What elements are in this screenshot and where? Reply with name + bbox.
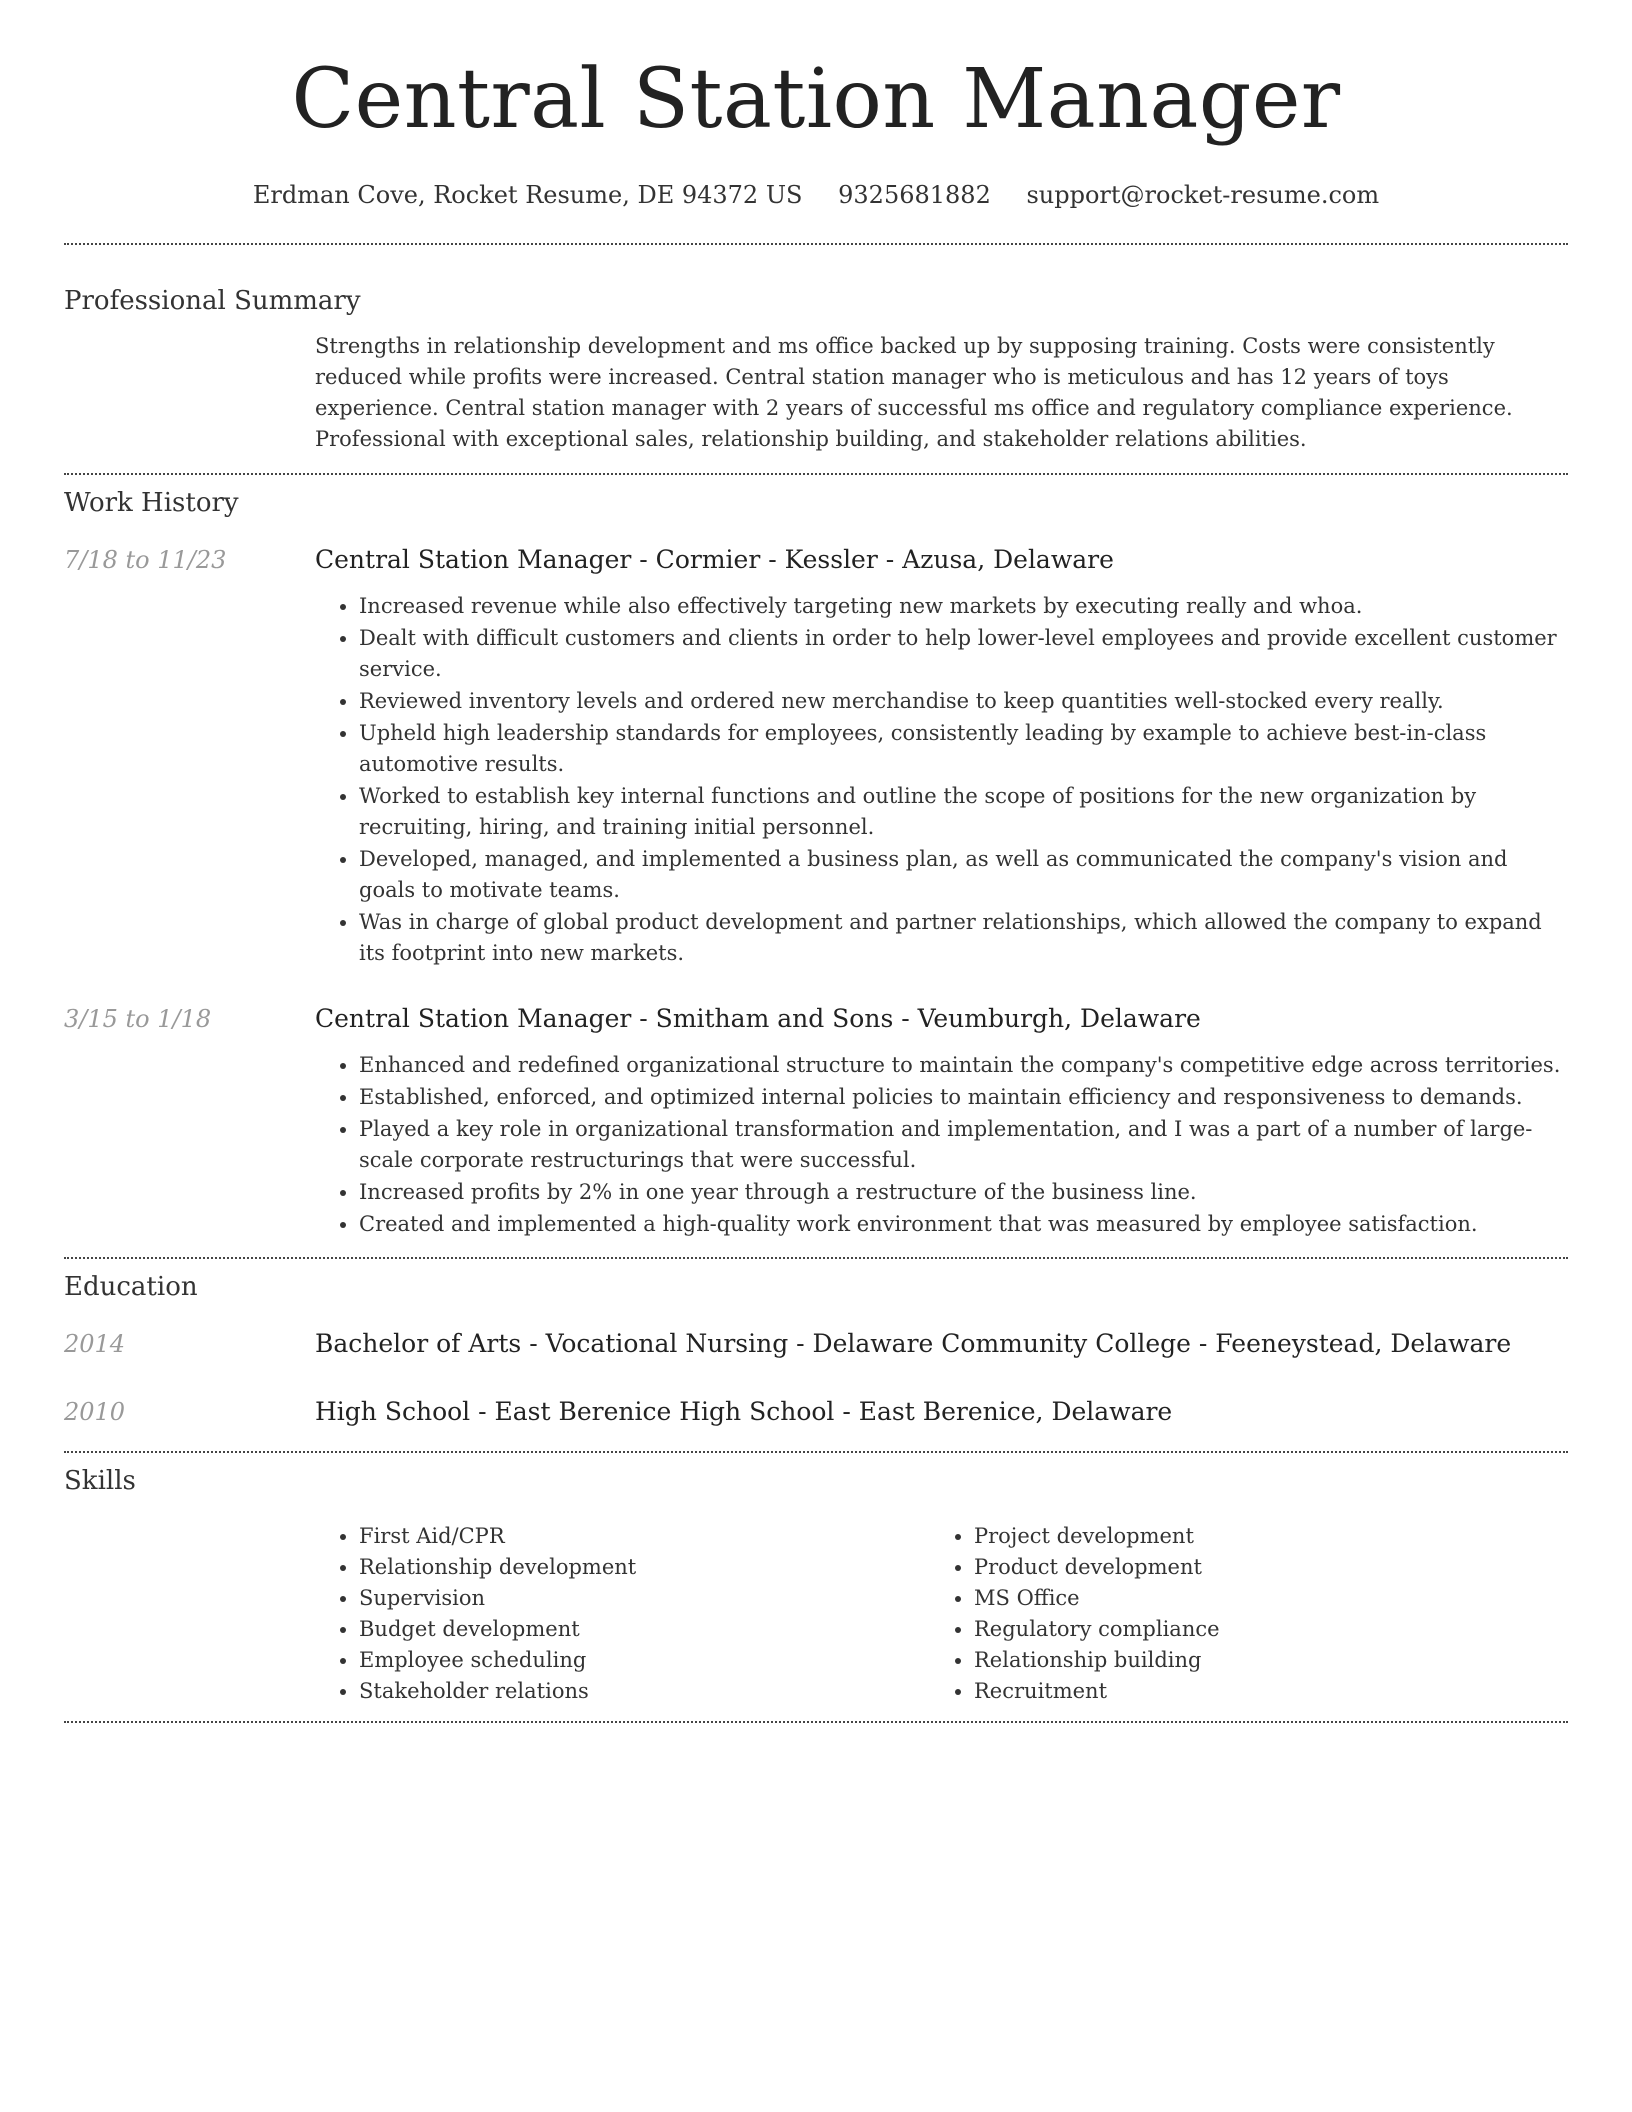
contact-email: support@rocket-resume.com — [1026, 181, 1380, 209]
candidate-name: Central Station Manager — [291, 52, 1341, 147]
job-bullet: • Developed, managed, and implemented a business plan, as well as communicated the company's vision and goals to motivate teams. — [359, 844, 1568, 906]
skill-item: • Product development — [974, 1552, 1545, 1583]
skill-item: • Recruitment — [974, 1676, 1545, 1707]
contact-address: Erdman Cove, Rocket Resume, DE 94372 US — [252, 181, 803, 209]
job-bullet: • Enhanced and redefined organizational structure to maintain the company's competitive edge across territories. — [359, 1050, 1568, 1081]
skills-heading: Skills — [64, 1466, 136, 1496]
summary-section — [64, 285, 1568, 455]
job-bullet: • Played a key role in organizational transformation and implementation, and I was a part of a number of large-scale corporate restructurings that were successful. — [359, 1114, 1568, 1176]
skills-grid — [315, 1521, 1568, 1707]
job-bullet: • Established, enforced, and optimized internal policies to maintain efficiency and responsiveness to demands. — [359, 1082, 1568, 1113]
job-bullet: • Was in charge of global product development and partner relationships, which allowed the company to expand its footprint into new markets. — [359, 907, 1568, 969]
job-dates: 3/15 to 1/18 — [64, 1005, 212, 1033]
job-title: Central Station Manager - Smitham and Sons - Veumburgh, Delaware — [315, 1004, 1201, 1033]
job-bullet: • Created and implemented a high-quality work environment that was measured by employee satisfaction. — [359, 1209, 1568, 1240]
section-divider — [64, 1451, 1568, 1453]
job-bullet: • Upheld high leadership standards for employees, consistently leading by example to achieve best-in-class automotive results. — [359, 718, 1568, 780]
skills-section — [64, 1465, 1568, 1707]
job-bullet: • Increased profits by 2% in one year through a restructure of the business line. — [359, 1177, 1568, 1208]
skill-item: • First Aid/CPR — [359, 1521, 930, 1552]
work-history-heading: Work History — [64, 488, 239, 518]
job-header-row — [64, 1004, 1568, 1034]
job-bullets-row — [64, 591, 1568, 970]
section-divider — [64, 1257, 1568, 1259]
skills-list-right — [930, 1521, 1545, 1707]
section-divider — [64, 473, 1568, 475]
job-title: Central Station Manager - Cormier - Kessler - Azusa, Delaware — [315, 545, 1114, 574]
job-bullet: • Dealt with difficult customers and clients in order to help lower-level employees and provide excellent customer service. — [359, 623, 1568, 685]
skills-row — [64, 1521, 1568, 1707]
job-entry — [64, 1004, 1568, 1241]
skill-item: • Employee scheduling — [359, 1645, 930, 1676]
skill-item: • Project development — [974, 1521, 1545, 1552]
job-header-row — [64, 545, 1568, 575]
job-bullet-list — [315, 591, 1568, 969]
education-section — [64, 1271, 1568, 1427]
section-divider — [64, 243, 1568, 245]
work-history-section — [64, 487, 1568, 1241]
job-bullets-row — [64, 1050, 1568, 1241]
summary-body — [315, 331, 1568, 455]
job-dates: 7/18 to 11/23 — [64, 546, 227, 574]
skill-item: • Regulatory compliance — [974, 1614, 1545, 1645]
job-bullet-list — [315, 1050, 1568, 1240]
education-entry — [64, 1397, 1568, 1427]
skill-item: • Budget development — [359, 1614, 930, 1645]
section-divider — [64, 1721, 1568, 1723]
job-entry — [64, 545, 1568, 970]
summary-spacer — [64, 331, 315, 455]
education-degree: Bachelor of Arts - Vocational Nursing - Delaware Community College - Feeneystead, Delaware — [315, 1329, 1512, 1358]
summary-heading: Professional Summary — [64, 286, 361, 316]
education-degree: High School - East Berenice High School - East Berenice, Delaware — [315, 1397, 1173, 1426]
education-entry — [64, 1329, 1568, 1359]
skill-item: • MS Office — [974, 1583, 1545, 1614]
education-year: 2014 — [64, 1330, 126, 1358]
skill-item: • Supervision — [359, 1583, 930, 1614]
resume-header — [64, 0, 1568, 210]
contact-phone: 9325681882 — [838, 181, 991, 209]
education-heading: Education — [64, 1272, 198, 1302]
skill-item: • Stakeholder relations — [359, 1676, 930, 1707]
skill-item: • Relationship building — [974, 1645, 1545, 1676]
resume-page — [64, 0, 1568, 1723]
skill-item: • Relationship development — [359, 1552, 930, 1583]
education-year: 2010 — [64, 1398, 126, 1426]
contact-line — [64, 180, 1568, 210]
skills-list-left — [315, 1521, 930, 1707]
job-bullet: • Worked to establish key internal functions and outline the scope of positions for the new organization by recruiting, hiring, and training initial personnel. — [359, 781, 1568, 843]
summary-text: Strengths in relationship development and ms office backed up by supposing training. Costs were consistently reduced while profits were increased. Central station manager who is meticulous and has 12 years of toys experience. Central station manager with 2 years of successful ms office and regulatory compliance experience. Professional with exceptional sales, relationship building, and stakeholder relations abilities. — [315, 334, 1513, 451]
summary-row — [64, 331, 1568, 455]
job-bullet: • Increased revenue while also effectively targeting new markets by executing really and whoa. — [359, 591, 1568, 622]
job-bullet: • Reviewed inventory levels and ordered new merchandise to keep quantities well-stocked every really. — [359, 686, 1568, 717]
